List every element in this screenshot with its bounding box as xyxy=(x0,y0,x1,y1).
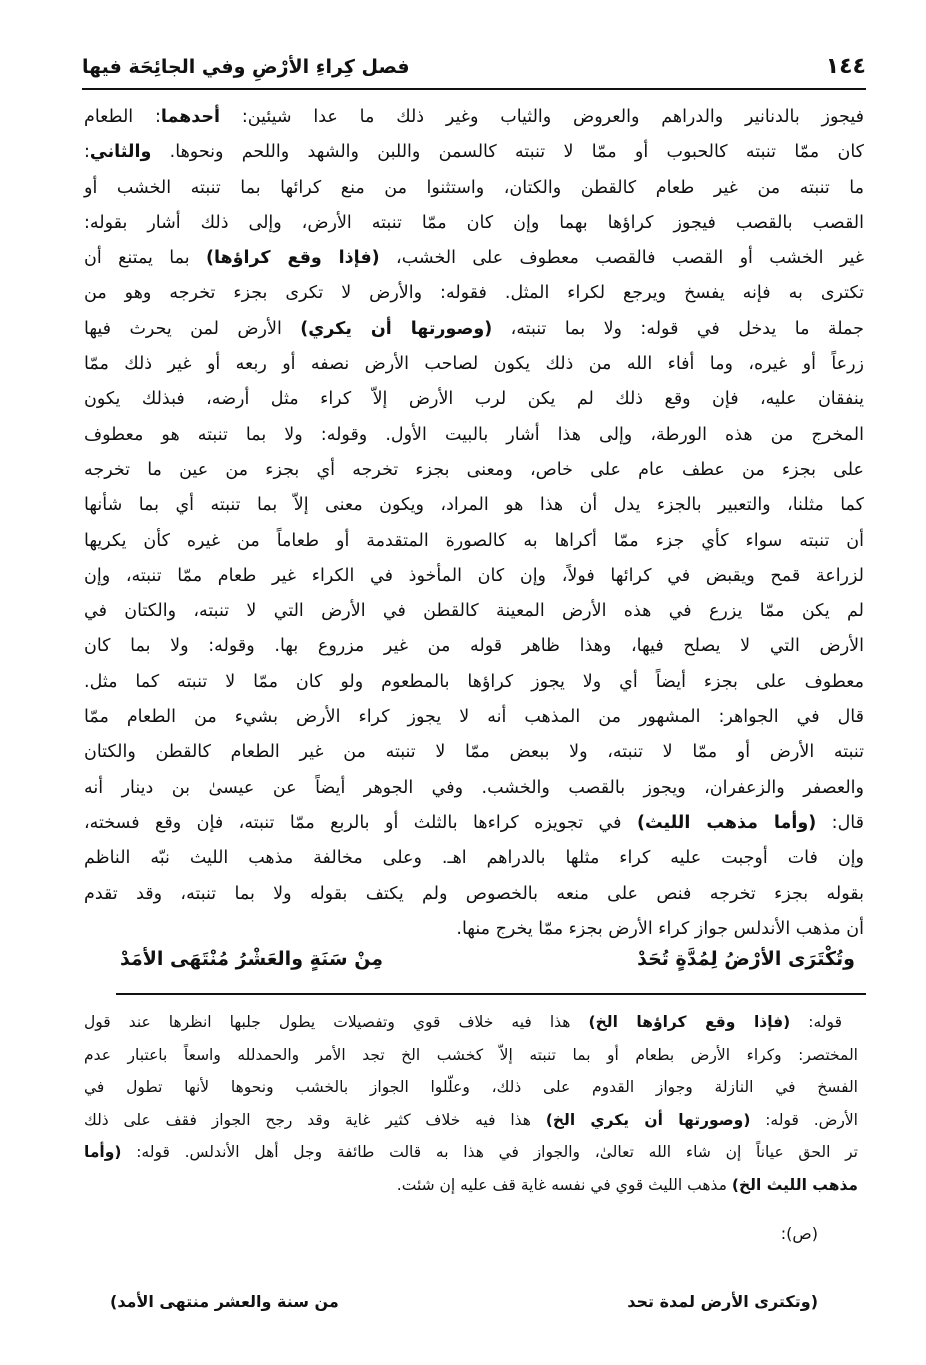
text-line xyxy=(84,524,864,559)
text-line xyxy=(84,135,864,170)
text-line xyxy=(84,453,864,488)
bold-quote: (وصورتها أن يكري الخ) xyxy=(545,1110,751,1129)
text-segment: وإن فات أوجبت عليه كراء مثلها بالدراهم اهـ. وعلى مخالفة مذهب الليث نبّه الناظم xyxy=(84,848,864,869)
verse-second-hemistich: مِنْ سَنَةٍ والعَشْرُ مُنْتَهَى الأمَدْ xyxy=(120,948,384,970)
footnote-line xyxy=(84,1071,858,1104)
text-segment: زرعاً أو غيره، وما أفاء الله من ذلك يكون لصاحب الأرض نصفه أو ربعه أو غير ذلك ممّا xyxy=(84,354,864,375)
footnote-line xyxy=(84,1039,858,1072)
text-segment: القصب بالقصب فيجوز كراؤها بهما وإن كان ممّا تنبته الأرض، وإلى ذلك أشار بقوله: xyxy=(84,212,864,233)
footer-verse-first: (وتكترى الأرض لمدة تحد xyxy=(627,1292,818,1311)
text-line xyxy=(84,735,864,770)
bold-quote: والثاني xyxy=(89,142,152,163)
text-line xyxy=(84,418,864,453)
page-number: ١٤٤ xyxy=(825,54,866,79)
text-segment: تنبته الأرض أو ممّا لا تنبته، ولا ببعض ممّا لا تنبته من غير الطعام كالقطن والكتان xyxy=(84,742,864,763)
footnote-line xyxy=(84,1006,858,1039)
text-segment: ينفقان عليه، فإن وقع ذلك لم يكن لرب الأرض إلاّ كراء مثل أرضه، فبذلك يكون xyxy=(84,389,864,410)
text-segment: بما يمتنع أن xyxy=(84,248,206,269)
text-segment: على بجزء من عطف عام على خاص، ومعنى بجزء تخرجه أي بجزء من عين ما تخرجه xyxy=(84,459,864,480)
text-segment: غير الخشب أو القصب فالقصب معطوف على الخشب، xyxy=(379,248,864,269)
running-header xyxy=(82,52,866,88)
text-segment: جملة ما يدخل في قوله: ولا بما تنبته، xyxy=(492,318,864,339)
text-segment: قال في الجواهر: المشهور من المذهب أنه لا يجوز كراء الأرض بشيء من الطعام ممّا xyxy=(84,707,864,728)
text-line xyxy=(84,241,864,276)
poem-verse xyxy=(120,948,855,984)
text-line xyxy=(84,171,864,206)
text-line xyxy=(84,276,864,311)
text-segment: معطوف على بجزء أيضاً أي ولا يجوز كراؤها بالمطعوم ولو كان ممّا لا تنبته كما مثل. xyxy=(84,671,864,692)
text-segment: الأرض لمن يحرث فيها xyxy=(84,318,301,339)
text-segment: مذهب الليث قوي في نفسه غاية قف عليه إن شئت. xyxy=(396,1175,732,1194)
text-line xyxy=(84,806,864,841)
text-segment: الفسخ في النازلة وجواز القدوم على ذلك، وعلّلوا الجواز بالخشب ونحوها لأنها تطول في xyxy=(84,1078,858,1097)
text-line xyxy=(84,665,864,700)
footnote-line xyxy=(84,1104,858,1137)
text-segment: لزراعة قمح ويقبض في كرائها فولاً، وإن كان المأخوذ في الكراء غير طعام ممّا تنبته، وإن xyxy=(84,565,864,586)
text-segment: كان ممّا تنبته كالحبوب أو ممّا لا تنبته كالسمن واللبن والشهد واللحم ونحوها. xyxy=(151,142,864,163)
text-segment: قال: xyxy=(816,812,864,833)
text-segment: المخرج من هذه الورطة، وإلى هذا أشار بالبيت الأول. وقوله: ولا بما تنبته هو معطوف xyxy=(84,424,864,445)
text-segment: كما مثلنا، والتعبير بالجزء يدل أن هذا هو المراد، ويكون معنى إلاّ بما تنبته أي بما شأنها xyxy=(84,495,864,516)
main-text xyxy=(84,100,864,947)
text-line xyxy=(84,700,864,735)
text-segment: فيجوز بالدنانير والدراهم والعروض والثياب وغير ذلك ما عدا شيئين: xyxy=(220,107,864,127)
text-line xyxy=(84,488,864,523)
text-line xyxy=(84,100,864,135)
text-line xyxy=(84,841,864,876)
text-segment: والعصفر والزعفران، ويجوز بالقصب والخشب. وفي الجوهر أيضاً عن عيسىٰ بن دينار أنه xyxy=(84,777,864,798)
text-line xyxy=(84,771,864,806)
bold-quote: (فإذا وقع كراؤها) xyxy=(205,248,380,269)
text-segment: ما تنبته من غير طعام كالقطن والكتان، واستثنوا من منع كرائها بما تنبته الخشب أو xyxy=(84,177,864,198)
text-segment: الأرض. قوله: xyxy=(750,1110,858,1129)
text-segment: قوله: xyxy=(790,1013,842,1031)
text-segment: في تجويزه كراءها بالثلث أو بالربع ممّا تنبته، فإن وقع فسخته، xyxy=(84,812,637,833)
text-segment: الأرض التي لا يصلح فيها، وهذا ظاهر قوله من غير مزروع بها. وقوله: ولا بما كان xyxy=(84,636,864,657)
text-segment: أن مذهب الأندلس جواز كراء الأرض بجزء ممّا يخرج منها. xyxy=(456,918,864,939)
text-line xyxy=(84,594,864,629)
verse-first-hemistich: وتُكْتَرَى الأرْضُ لِمُدَّةٍ تُحَدْ xyxy=(637,948,855,970)
text-segment: تر الحق عياناً إن شاء الله تعالىٰ، والجواز في هذا به قالت طائفة وجل أهل الأندلس. قوله: xyxy=(121,1143,858,1162)
text-segment: هذا فيه خلاف قوي وتفصيلات يطول جلبها انظرها عند قول xyxy=(84,1013,589,1031)
text-segment: : الطعام xyxy=(84,107,161,127)
text-segment: : xyxy=(84,142,90,163)
text-line xyxy=(84,312,864,347)
bold-quote: (فإذا وقع كراؤها الخ) xyxy=(588,1013,791,1031)
footer-verse-second: من سنة والعشر منتهى الأمد) xyxy=(110,1292,339,1311)
text-segment: تكترى به فإنه يفسخ ويرجع لكراء المثل. فقوله: والأرض لا تكرى بجزء تخرجه وهو من xyxy=(84,283,864,304)
text-line xyxy=(84,382,864,417)
footnote-line xyxy=(84,1169,858,1202)
bold-quote: (وأما مذهب الليث) xyxy=(636,812,817,833)
text-line xyxy=(84,912,864,947)
bold-quote: مذهب الليث الخ) xyxy=(731,1175,858,1194)
footnote-rule xyxy=(116,993,866,995)
text-line xyxy=(84,877,864,912)
sad-marker: (ص): xyxy=(780,1224,818,1243)
bold-quote: (وأما xyxy=(84,1143,122,1162)
text-segment: لم يكن ممّا يزرع في هذه الأرض المعينة كالقطن في الأرض التي لا تنبته، والكتان في xyxy=(84,601,864,622)
text-line xyxy=(84,629,864,664)
text-segment: أن تنبته سواء كأي جزء ممّا أكراها به كالصورة المتقدمة أو طعاماً من غيره كأن يكريها xyxy=(84,530,864,551)
text-segment: بقوله بجزء تخرجه فنص على منعه بالخصوص ولم يكتف بقوله ولا بما تنبته، وقد تقدم xyxy=(84,883,864,904)
text-line xyxy=(84,347,864,382)
text-line xyxy=(84,206,864,241)
text-line xyxy=(84,559,864,594)
bold-quote: (وصورتها أن يكري) xyxy=(300,318,493,339)
text-segment: المختصر: وكراء الأرض بطعام أو بما تنبته إلاّ كخشب الخ تجد الأمر والحمدلله واسعاً باعتبار عدم xyxy=(84,1045,858,1064)
footnote-text xyxy=(84,1006,858,1202)
chapter-title: فصل كِراءِ الأرْضِ وفي الجائِحَة فيها xyxy=(82,56,410,78)
text-segment: هذا فيه خلاف كثير غاية وقد رجح الجواز فقف على ذلك xyxy=(84,1110,546,1129)
footnote-line xyxy=(84,1136,858,1169)
bold-quote: أحدهما xyxy=(160,107,221,127)
header-rule xyxy=(82,88,866,90)
